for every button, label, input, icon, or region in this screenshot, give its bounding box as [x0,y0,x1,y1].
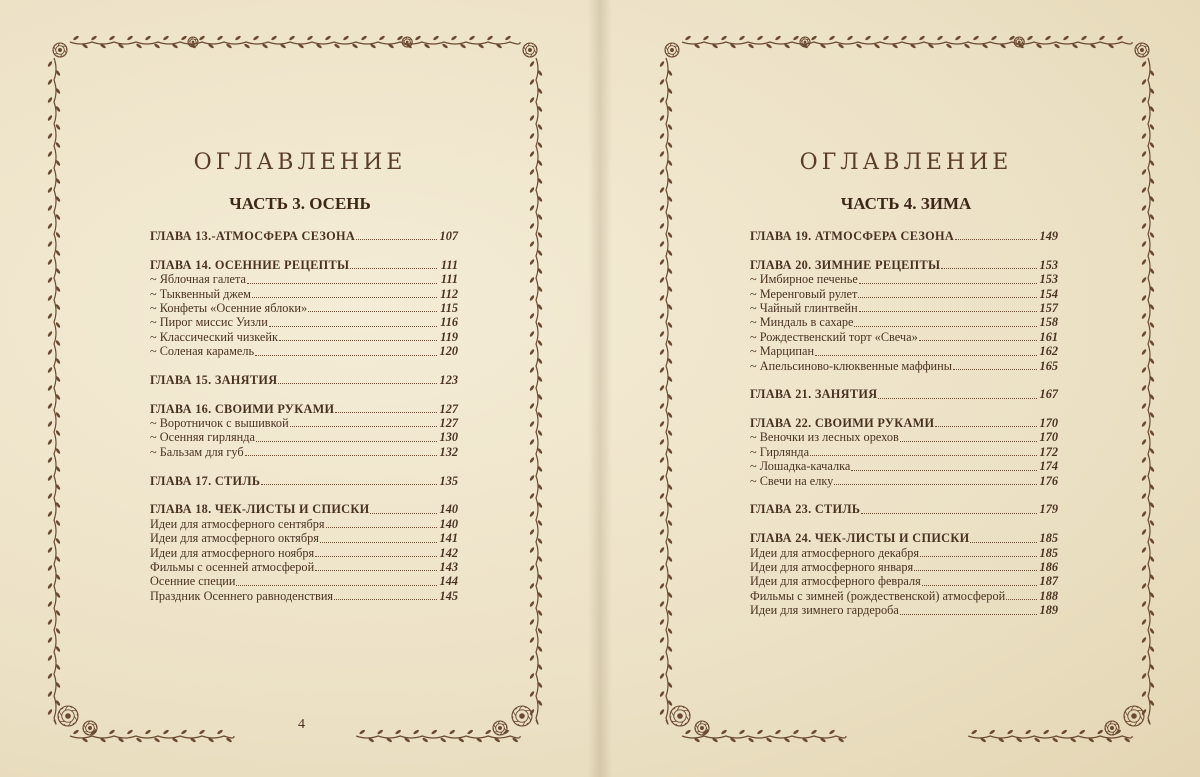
toc-entry-title: ~ Свечи на елку [750,473,834,488]
toc-entry-title: ~ Миндаль в сахаре [750,315,854,330]
toc-entry-title: ~ Яблочная галета [150,272,246,287]
toc-entry-page: 141 [439,531,458,546]
toc-entry-title: Идеи для атмосферного сентября [150,516,325,531]
toc-entry-page: 145 [439,588,458,603]
toc-entry-page: 127 [439,401,458,416]
toc-entry-page: 167 [1039,387,1058,402]
toc-chapter-entry [750,416,1058,430]
toc-spacer [150,359,458,373]
dot-leader [350,267,437,269]
toc-entry-title: ~ Конфеты «Осенние яблоки» [150,300,308,315]
toc-entry [750,344,1058,358]
dot-leader [920,555,1037,557]
toc-entry-title: ~ Классический чизкейк [150,329,278,344]
toc-entry-page: 116 [440,315,458,330]
dot-leader [279,339,437,341]
toc-entry-page: 149 [1039,228,1058,243]
toc-entry-title: ГЛАВА 16. СВОИМИ РУКАМИ [150,401,335,416]
toc-entry-title: Идеи для атмосферного ноября [150,545,315,560]
toc-entry [750,445,1058,459]
toc-chapter-entry [150,258,458,272]
rose-icon [1124,706,1144,726]
toc-entry-page: 143 [439,559,458,574]
toc-entry [750,315,1058,329]
dot-leader [935,425,1037,427]
toc-entry-title: Идеи для атмосферного октября [150,531,319,546]
toc-entry-page: 127 [439,416,458,431]
toc-spacer [150,243,458,257]
toc-entry-title: Осенние специи [150,574,236,589]
toc-entry [750,301,1058,315]
toc-entry-page: 111 [440,272,458,287]
toc-entry [750,546,1058,560]
toc-entry-title: ГЛАВА 21. ЗАНЯТИЯ [750,387,878,402]
toc-entry [750,560,1058,574]
dot-leader [1006,598,1037,600]
rose-icon [670,706,690,726]
toc-chapter-entry [750,387,1058,401]
dot-leader [919,339,1037,341]
dot-leader [914,569,1037,571]
toc-entry [750,459,1058,473]
toc-entry-title: Фильмы с зимней (рождественской) атмосферой [750,588,1006,603]
toc-entry [150,531,458,545]
toc-entry-title: Идеи для атмосферного февраля [750,574,921,589]
toc-entry-title: Идеи для атмосферного января [750,559,914,574]
toc-entry-page: 185 [1039,531,1058,546]
dot-leader [278,382,437,384]
toc-entry-page: 144 [439,574,458,589]
dot-leader [320,541,437,543]
toc-entry [750,603,1058,617]
dot-leader [255,354,437,356]
toc-entry-title: ~ Бальзам для губ [150,444,244,459]
toc-entry-title: ~ Рождественский торт «Свеча» [750,329,918,344]
toc-entry-page: 140 [439,502,458,517]
rose-icon [523,43,537,57]
rose-icon [493,721,507,735]
dot-leader [955,238,1037,240]
dot-leader [815,354,1037,356]
dot-leader [252,296,437,298]
dot-leader [261,483,437,485]
toc-spacer [750,402,1058,416]
dot-leader [970,541,1037,543]
dot-leader [953,368,1037,370]
toc-chapter-entry [750,502,1058,516]
toc-entry-page: 189 [1039,603,1058,618]
toc-entry-page: 170 [1039,430,1058,445]
dot-leader [858,296,1037,298]
dot-leader [269,325,437,327]
toc-entry-title: ~ Соленая карамель [150,344,255,359]
dot-leader [900,440,1037,442]
toc-entry-title: ~ Осенняя гирлянда [150,430,255,445]
rose-icon [53,43,67,57]
toc-entry-title: ~ Гирлянда [750,444,810,459]
dot-leader [315,569,437,571]
toc-spacer [750,243,1058,257]
toc-entry-title: Идеи для зимнего гардероба [750,603,899,618]
toc-entry-title: ГЛАВА 20. ЗИМНИЕ РЕЦЕПТЫ [750,257,941,272]
toc-entry-page: 115 [440,300,458,315]
toc-spacer [150,459,458,473]
toc-chapter-entry [150,373,458,387]
dot-leader [859,310,1037,312]
toc-entry [750,430,1058,444]
rose-icon [58,706,78,726]
toc-entry [150,301,458,315]
toc-entry-page: 112 [440,286,458,301]
toc-entry-page: 188 [1039,588,1058,603]
toc-entry [150,344,458,358]
toc-entry-page: 140 [439,516,458,531]
toc-entry-page: 119 [440,329,458,344]
toc-entry-title: ~ Пирог миссис Уизли [150,315,268,330]
rose-icon [800,37,810,47]
toc-entry [750,574,1058,588]
dot-leader [290,425,437,427]
toc-heading-left: ОГЛАВЛЕНИЕ [193,150,407,175]
toc-chapter-entry [150,502,458,516]
dot-leader [256,440,437,442]
right-page [600,0,1200,777]
toc-entry [150,589,458,603]
toc-entry-title: ГЛАВА 14. ОСЕННИЕ РЕЦЕПТЫ [150,257,350,272]
toc-spacer [750,373,1058,387]
dot-leader [247,282,437,284]
toc-chapter-entry [150,474,458,488]
toc-entry-page: 130 [439,430,458,445]
toc-entry-title: ~ Тыквенный джем [150,286,251,301]
toc-entry [150,330,458,344]
toc-entry-title: ГЛАВА 19. АТМОСФЕРА СЕЗОНА [750,228,955,243]
toc-entry [150,517,458,531]
toc-chapter-entry [750,531,1058,545]
toc-entry-title: ГЛАВА 22. СВОИМИ РУКАМИ [750,416,935,431]
toc-entry-page: 153 [1039,272,1058,287]
dot-leader [900,613,1037,615]
toc-entry [150,430,458,444]
toc-entry-title: ГЛАВА 18. ЧЕК-ЛИСТЫ И СПИСКИ [150,502,370,517]
dot-leader [326,526,437,528]
toc-entry-page: 157 [1039,300,1058,315]
rose-icon [188,37,198,47]
toc-entry [750,287,1058,301]
toc-entry [150,315,458,329]
toc-entry-title: Праздник Осеннего равноденствия [150,588,334,603]
dot-leader [334,598,437,600]
rose-icon [695,721,709,735]
toc-entry-page: 135 [439,473,458,488]
toc-entry-title: ~ Лошадка-качалка [750,459,851,474]
toc-entry-page: 132 [439,444,458,459]
toc-entry-page: 162 [1039,344,1058,359]
rose-icon [1135,43,1149,57]
toc-entry-page: 161 [1039,329,1058,344]
toc-entry [150,416,458,430]
toc-entry-page: 111 [440,257,458,272]
dot-leader [245,454,437,456]
rose-icon [1014,37,1024,47]
toc-entry [750,330,1058,344]
toc-entry-page: 185 [1039,545,1058,560]
toc-list-right [750,229,1058,618]
toc-heading-right: ОГЛАВЛЕНИЕ [799,150,1013,175]
toc-entry-page: 120 [439,344,458,359]
dot-leader [236,584,437,586]
toc-list-left [150,229,458,603]
toc-entry-title: ГЛАВА 17. СТИЛЬ [150,473,261,488]
toc-entry [150,546,458,560]
toc-entry-page: 186 [1039,559,1058,574]
toc-entry-title: ГЛАВА 13.-АТМОСФЕРА СЕЗОНА [150,228,356,243]
dot-leader [308,310,437,312]
toc-entry-page: 170 [1039,416,1058,431]
toc-entry [150,574,458,588]
toc-entry-page: 107 [439,228,458,243]
toc-entry-title: ~ Веночки из лесных орехов [750,430,899,445]
toc-entry [150,445,458,459]
dot-leader [834,483,1037,485]
toc-chapter-entry [150,229,458,243]
toc-entry-page: 158 [1039,315,1058,330]
dot-leader [370,512,437,514]
toc-entry-page: 172 [1039,444,1058,459]
dot-leader [851,469,1037,471]
toc-entry-page: 174 [1039,459,1058,474]
toc-entry [750,474,1058,488]
toc-chapter-entry [150,402,458,416]
toc-entry-title: ~ Апельсиново-клюквенные маффины [750,358,952,373]
toc-chapter-entry [750,258,1058,272]
dot-leader [878,397,1037,399]
rose-icon [83,721,97,735]
toc-entry-title: ~ Воротничок с вышивкой [150,416,289,431]
toc-spacer [750,488,1058,502]
toc-entry-title: ~ Имбирное печенье [750,272,858,287]
toc-entry [150,272,458,286]
toc-entry-title: Фильмы с осенней атмосферой [150,559,315,574]
toc-spacer [150,488,458,502]
toc-entry-page: 187 [1039,574,1058,589]
dot-leader [861,512,1037,514]
toc-entry-title: ~ Марципан [750,344,815,359]
dot-leader [854,325,1037,327]
toc-entry-page: 153 [1039,257,1058,272]
toc-entry [150,287,458,301]
toc-entry-title: ~ Чайный глинтвейн [750,300,858,315]
toc-entry-page: 176 [1039,473,1058,488]
dot-leader [922,584,1037,586]
page-number-left: 4 [298,717,305,732]
toc-entry-page: 154 [1039,286,1058,301]
dot-leader [941,267,1037,269]
rose-icon [512,706,532,726]
toc-entry [150,560,458,574]
toc-entry-title: ГЛАВА 15. ЗАНЯТИЯ [150,372,278,387]
toc-spacer [150,387,458,401]
dot-leader [859,282,1037,284]
dot-leader [810,454,1037,456]
rose-icon [1105,721,1119,735]
toc-entry-title: ГЛАВА 24. ЧЕК-ЛИСТЫ И СПИСКИ [750,531,970,546]
rose-icon [402,37,412,47]
toc-entry [750,589,1058,603]
toc-spacer [750,517,1058,531]
toc-entry-page: 179 [1039,502,1058,517]
toc-entry-page: 165 [1039,358,1058,373]
toc-entry-page: 142 [439,545,458,560]
toc-entry-title: ГЛАВА 23. СТИЛЬ [750,502,861,517]
part-title-left: ЧАСТЬ 3. ОСЕНЬ [229,194,371,213]
toc-entry [750,272,1058,286]
toc-chapter-entry [750,229,1058,243]
dot-leader [315,555,437,557]
toc-entry-title: ~ Меренговый рулет [750,286,858,301]
part-title-right: ЧАСТЬ 4. ЗИМА [840,194,972,213]
toc-entry-title: Идеи для атмосферного декабря [750,545,920,560]
rose-icon [665,43,679,57]
dot-leader [356,238,437,240]
toc-entry [750,359,1058,373]
dot-leader [335,411,437,413]
toc-entry-page: 123 [439,372,458,387]
